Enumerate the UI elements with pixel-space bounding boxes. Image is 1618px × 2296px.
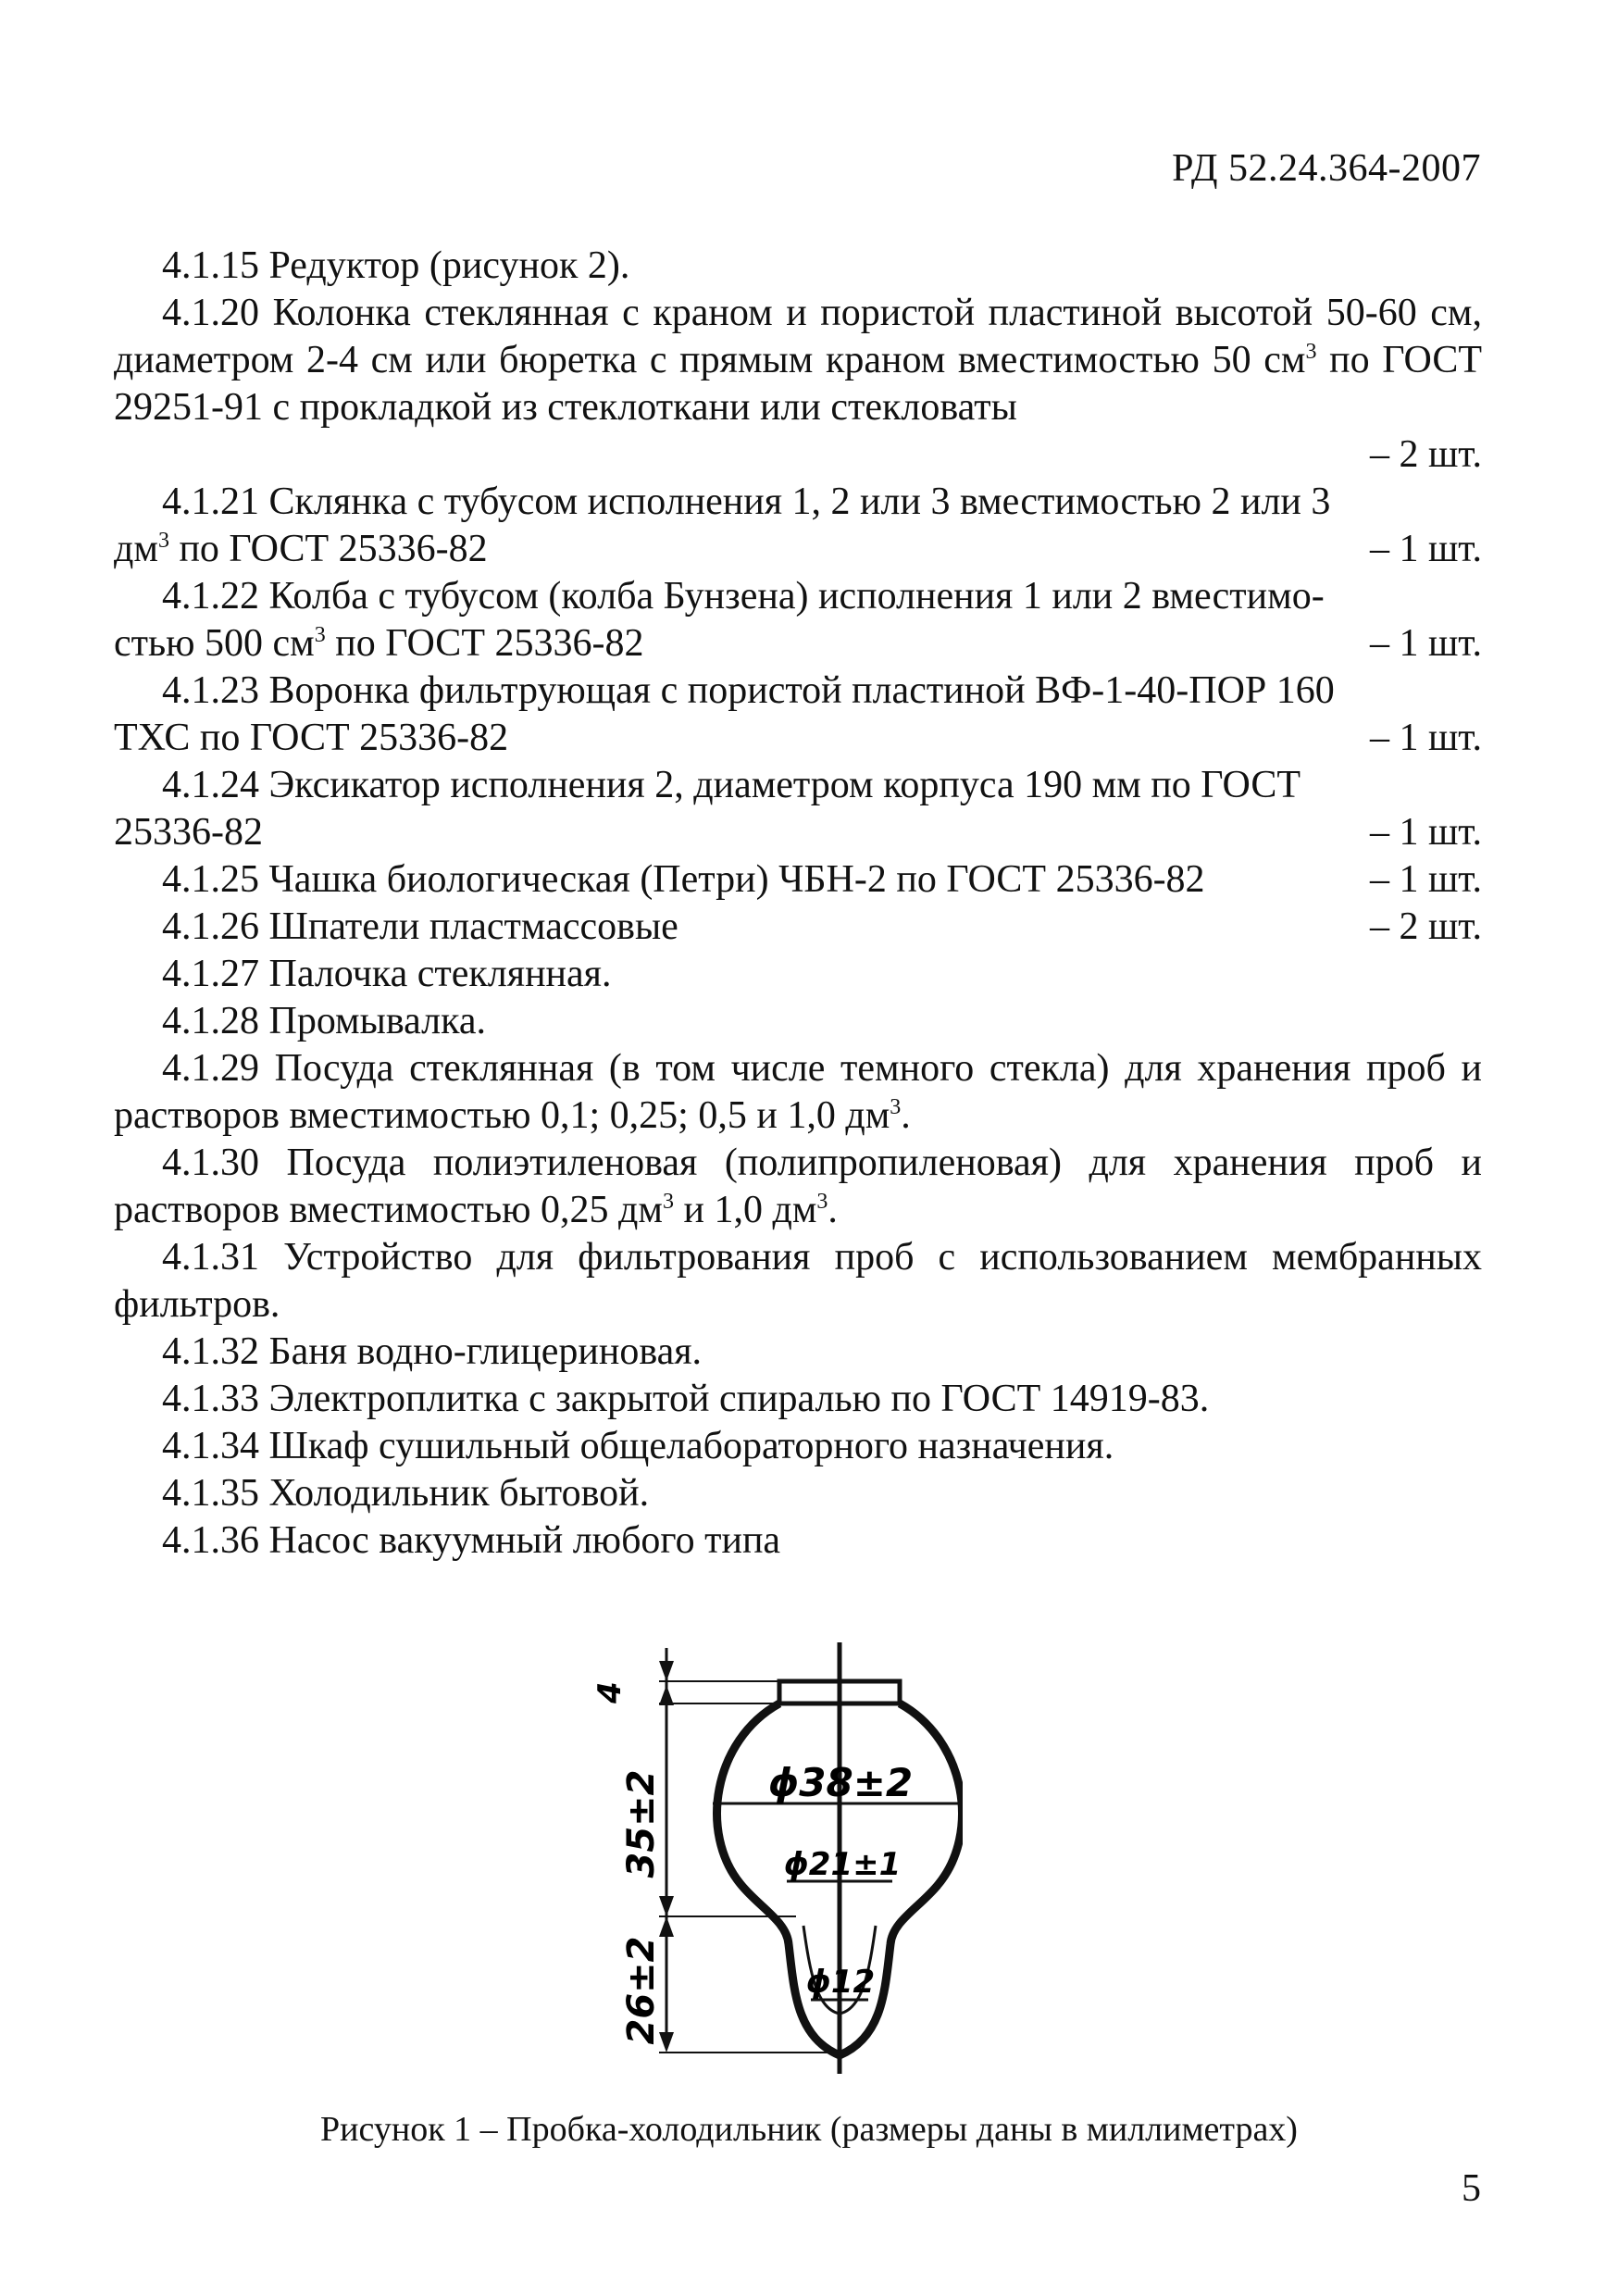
item-4-1-23-qty: – 1 шт. <box>1369 717 1482 759</box>
item-4-1-23-line2: ТХС по ГОСТ 25336-82 – 1 шт. <box>114 715 1482 762</box>
arrow-mid-lower <box>659 1916 674 1937</box>
condenser-stopper-drawing <box>574 1639 963 2102</box>
arrow-neck <box>659 1685 674 1705</box>
item-4-1-22: 4.1.22 Колба с тубусом (колба Бунзена) исполнения 1 или 2 вместимо- <box>162 575 1325 618</box>
figure-condenser-stopper <box>574 1639 963 2102</box>
item-4-1-24-line2: 25336-82 – 1 шт. <box>114 809 1482 856</box>
arrow-mid-upper <box>659 1896 674 1916</box>
document-code: РД 52.24.364-2007 <box>1172 147 1481 190</box>
dim-label-diameter-large: ϕ38±2 <box>767 1760 914 1805</box>
item-4-1-20-qty: – 2 шт. <box>1369 433 1482 476</box>
item-4-1-25: 4.1.25 Чашка биологическая (Петри) ЧБН-2 по ГОСТ 25336-82 – 1 шт. <box>114 856 1482 904</box>
document-body <box>114 243 1482 1565</box>
item-4-1-31: 4.1.31 Устройство для фильтрования проб с использованием мембранных фильтров. <box>114 1236 1482 1326</box>
item-4-1-35: 4.1.35 Холодильник бытовой. <box>162 1472 650 1515</box>
item-4-1-21-qty: – 1 шт. <box>1369 528 1482 570</box>
dim-label-diameter-mid: ϕ21±1 <box>783 1846 902 1883</box>
item-4-1-33: 4.1.33 Электроплитка с закрытой спиралью по ГОСТ 14919-83. <box>162 1378 1210 1420</box>
item-4-1-36: 4.1.36 Насос вакуумный любого типа <box>162 1519 781 1562</box>
page-number: 5 <box>1462 2167 1481 2210</box>
dim-label-lower: 26±2 <box>620 1936 663 2045</box>
item-4-1-24: 4.1.24 Эксикатор исполнения 2, диаметром корпуса 190 мм по ГОСТ <box>162 764 1301 806</box>
item-4-1-21: 4.1.21 Склянка с тубусом исполнения 1, 2 или 3 вместимостью 2 или 3 <box>162 480 1331 523</box>
arrow-top <box>659 1661 674 1681</box>
item-4-1-15: 4.1.15 Редуктор (рисунок 2). <box>162 244 630 287</box>
item-4-1-34: 4.1.34 Шкаф сушильный общелабораторного назначения. <box>162 1425 1114 1467</box>
dim-label-top: 4 <box>591 1681 629 1703</box>
item-4-1-30: 4.1.30 Посуда полиэтиленовая (полипропиленовая) для хранения проб и растворов вместимостью 0,25 $дм^3$ и 1,0 $дм^3$. <box>114 1142 1482 1231</box>
item-4-1-29: 4.1.29 Посуда стеклянная (в том числе темного стекла) для хранения проб и растворов вместимостью 0,1; 0,25; 0,5 и 1,0 $дм^3$. <box>114 1047 1482 1137</box>
item-4-1-23: 4.1.23 Воронка фильтрующая с пористой пластиной ВФ-1-40-ПОР 160 <box>162 669 1335 712</box>
item-4-1-28: 4.1.28 Промывалка. <box>162 1000 486 1042</box>
item-4-1-25-qty: – 1 шт. <box>1369 858 1482 901</box>
item-4-1-21-line2: $дм^3$ по ГОСТ 25336-82 – 1 шт. <box>114 526 1482 573</box>
item-4-1-26-qty: – 2 шт. <box>1369 905 1482 948</box>
item-4-1-32: 4.1.32 Баня водно-глицериновая. <box>162 1330 703 1373</box>
item-4-1-26: 4.1.26 Шпатели пластмассовые – 2 шт. <box>114 904 1482 951</box>
item-4-1-22-qty: – 1 шт. <box>1369 622 1482 665</box>
dim-label-upper: 35±2 <box>620 1769 663 1878</box>
dim-label-diameter-small: ϕ12 <box>805 1964 876 2001</box>
item-4-1-22-line2: стью 500 $см^3$ по ГОСТ 25336-82 – 1 шт. <box>114 620 1482 668</box>
figure-caption: Рисунок 1 – Пробка-холодильник (размеры даны в миллиметрах) <box>320 2110 1298 2149</box>
item-4-1-27: 4.1.27 Палочка стеклянная. <box>162 953 612 995</box>
item-4-1-20: 4.1.20 Колонка стеклянная с краном и пористой пластиной высотой 50-60 см, диаметром 2-4 см или бюретка с прямым краном вместимостью 50 $см^3$ по ГОСТ 29251-91 с прокладкой из стеклоткани или стекловаты <box>114 292 1482 429</box>
item-4-1-24-qty: – 1 шт. <box>1369 811 1482 854</box>
